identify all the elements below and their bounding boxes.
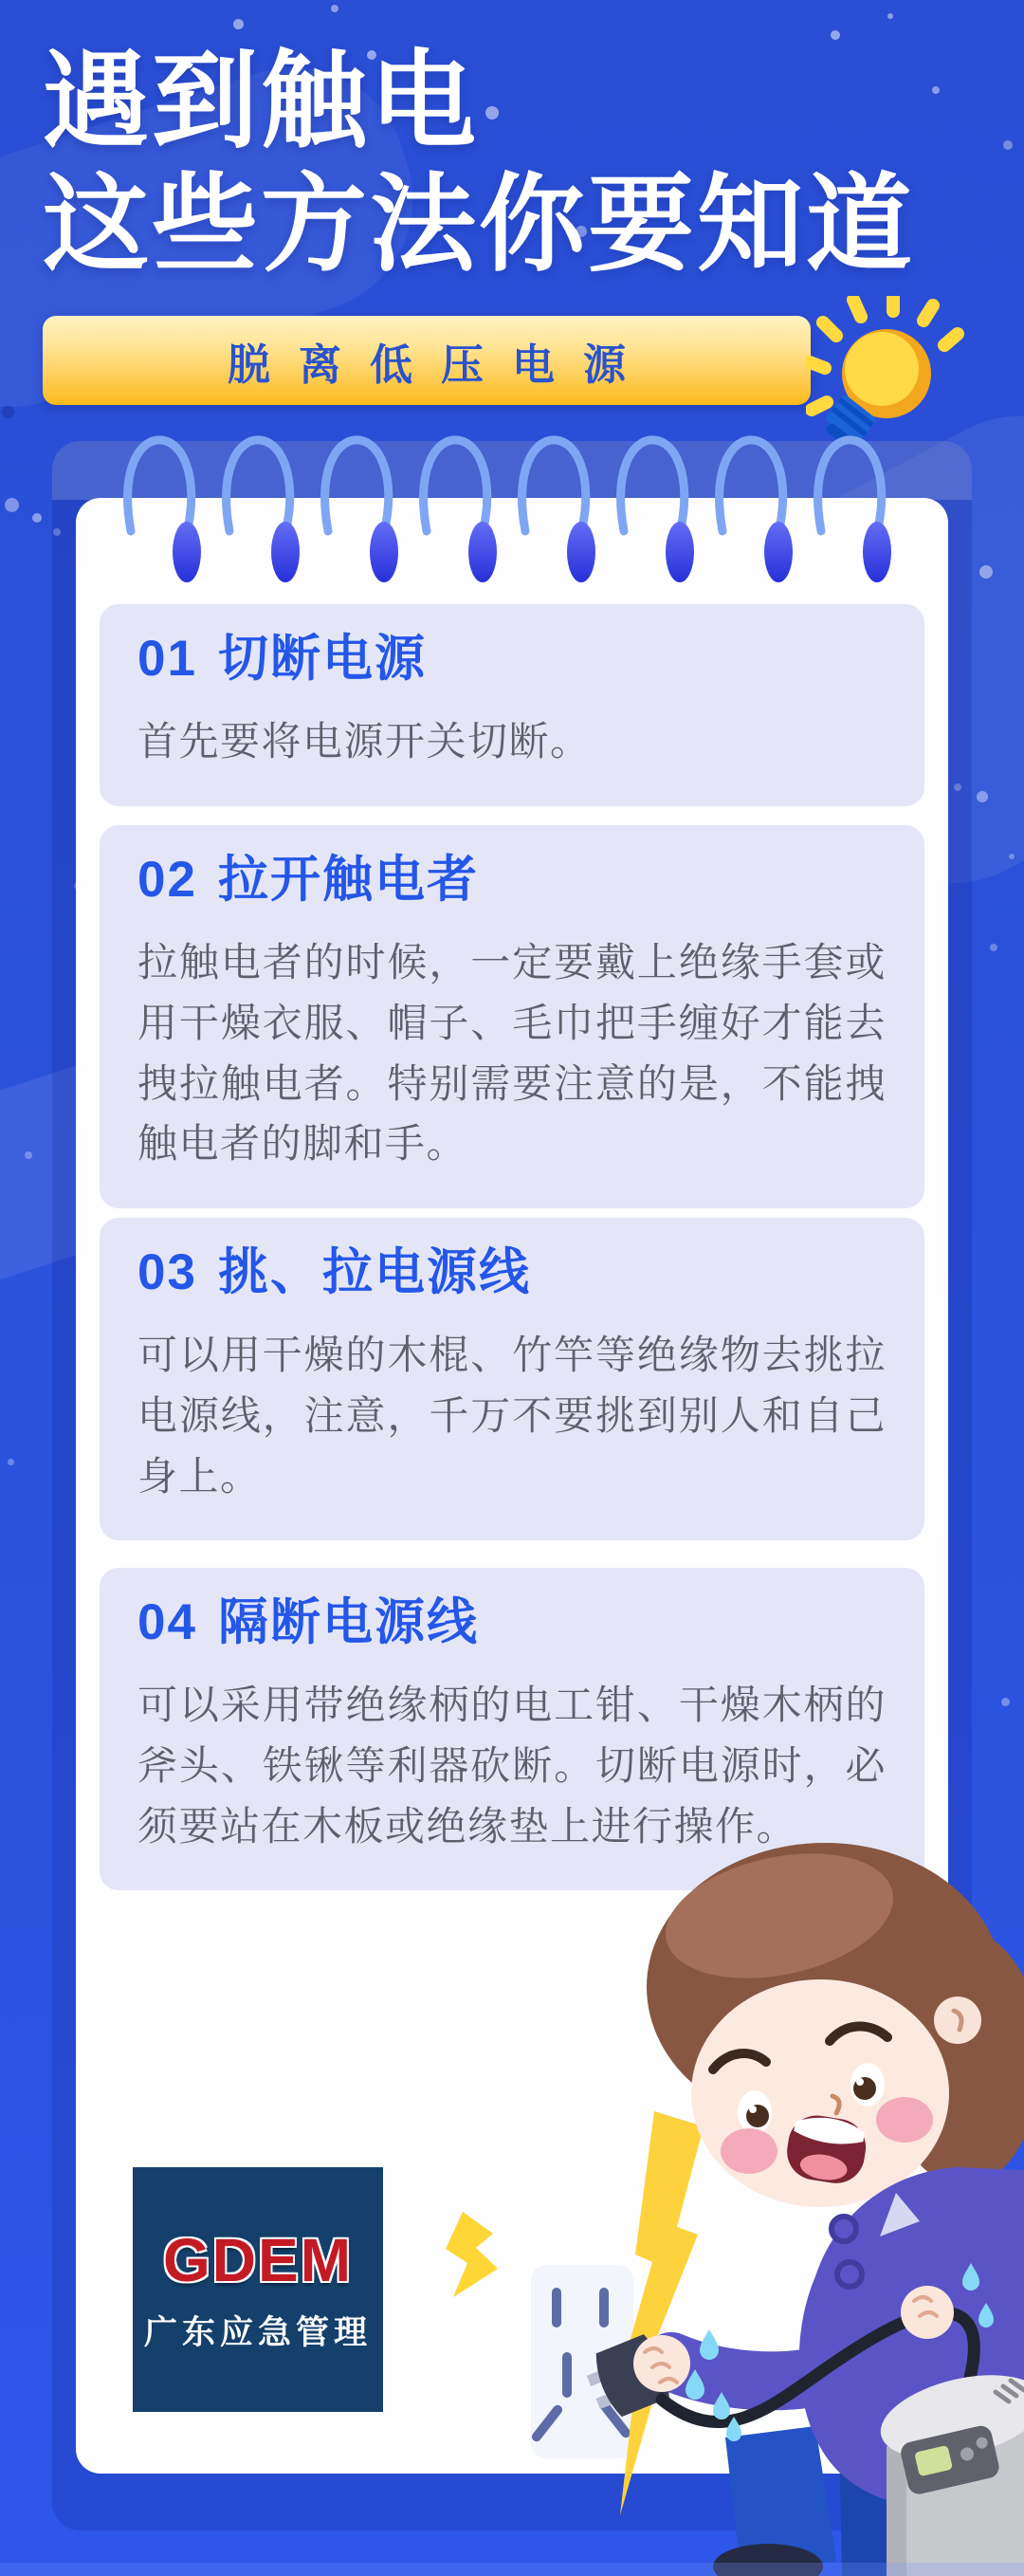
- ring-icon: [128, 440, 201, 582]
- step-title: [137, 852, 887, 910]
- ring-icon: [621, 440, 694, 582]
- ring-icon: [522, 440, 595, 582]
- bg-dot: [8, 1459, 14, 1465]
- blush-left: [721, 2128, 777, 2174]
- step-title: [137, 631, 887, 689]
- gdem-logo-acronym: GDEM: [163, 2226, 353, 2294]
- jacket-button: [832, 2217, 856, 2241]
- electric-shock-illustration: [408, 1783, 1024, 2576]
- bg-dot: [1001, 1698, 1010, 1706]
- step-title-text: 切断电源: [217, 631, 427, 687]
- bg-dot: [32, 513, 42, 523]
- lightning-icon-small: [446, 2212, 498, 2297]
- step-title-text: 挑、拉电源线: [217, 1244, 531, 1300]
- spiral-binding: [104, 429, 920, 599]
- step-card-1: [100, 604, 924, 806]
- ring-set: [128, 440, 891, 582]
- ring-icon: [720, 440, 793, 582]
- subtitle-banner: [43, 316, 811, 405]
- step-title-text: 拉开触电者: [217, 852, 479, 908]
- step-number: 04: [137, 1594, 197, 1650]
- step-title-text: 隔断电源线: [217, 1594, 479, 1650]
- bg-dot: [233, 19, 244, 29]
- bg-dot: [979, 565, 993, 579]
- step-title: [137, 1244, 887, 1302]
- ring-icon: [424, 440, 497, 582]
- gdem-logo: [133, 2167, 383, 2412]
- bg-dot: [2, 406, 14, 418]
- jacket-button: [837, 2262, 862, 2287]
- bg-dot: [1003, 140, 1013, 150]
- bg-dot: [1009, 854, 1015, 859]
- ring-icon: [227, 440, 300, 582]
- bg-dot: [932, 86, 940, 94]
- step-body: 首先要将电源开关切断。: [137, 718, 592, 764]
- step-body: 可以采用带绝缘柄的电工钳、干燥木柄的斧头、铁锹等利器砍断。切断电源时，必须要站在木板或绝缘垫上进行操作。: [137, 1682, 887, 1849]
- step-card-2: [100, 825, 924, 1208]
- step-title: [137, 1594, 887, 1652]
- step-number: 01: [137, 631, 197, 687]
- gdem-logo-org-name: 广东应急管理: [143, 2314, 372, 2351]
- bg-dot: [5, 498, 19, 512]
- subtitle-banner-label: 脱离低压电源: [227, 340, 654, 389]
- step-body: 可以用干燥的木棍、竹竿等绝缘物去挑拉电源线，注意，千万不要挑到别人和自己身上。: [137, 1332, 887, 1499]
- ring-icon: [325, 440, 398, 582]
- bg-dot: [887, 13, 893, 19]
- bg-dot: [331, 5, 338, 12]
- step-number: 02: [137, 852, 197, 908]
- bg-dot: [25, 1151, 32, 1159]
- page-title-line1: 遇到触电: [43, 42, 479, 160]
- bg-dot: [990, 944, 997, 951]
- blush-right: [876, 2097, 933, 2143]
- ear: [934, 1996, 981, 2044]
- step-number: 03: [137, 1244, 197, 1300]
- page-title-line2: 这些方法你要知道: [43, 164, 915, 284]
- step-body: 拉触电者的时候，一定要戴上绝缘手套或用干燥衣服、帽子、毛巾把手缠好才能去拽拉触电者。特别需要注意的是，不能拽触电者的脚和手。: [137, 939, 887, 1167]
- bg-dot: [831, 30, 840, 40]
- page-title: [43, 40, 915, 286]
- step-card-3: [100, 1218, 924, 1540]
- footer-strip: [0, 2563, 1024, 2576]
- bg-dot: [977, 791, 988, 802]
- ring-icon: [818, 440, 891, 582]
